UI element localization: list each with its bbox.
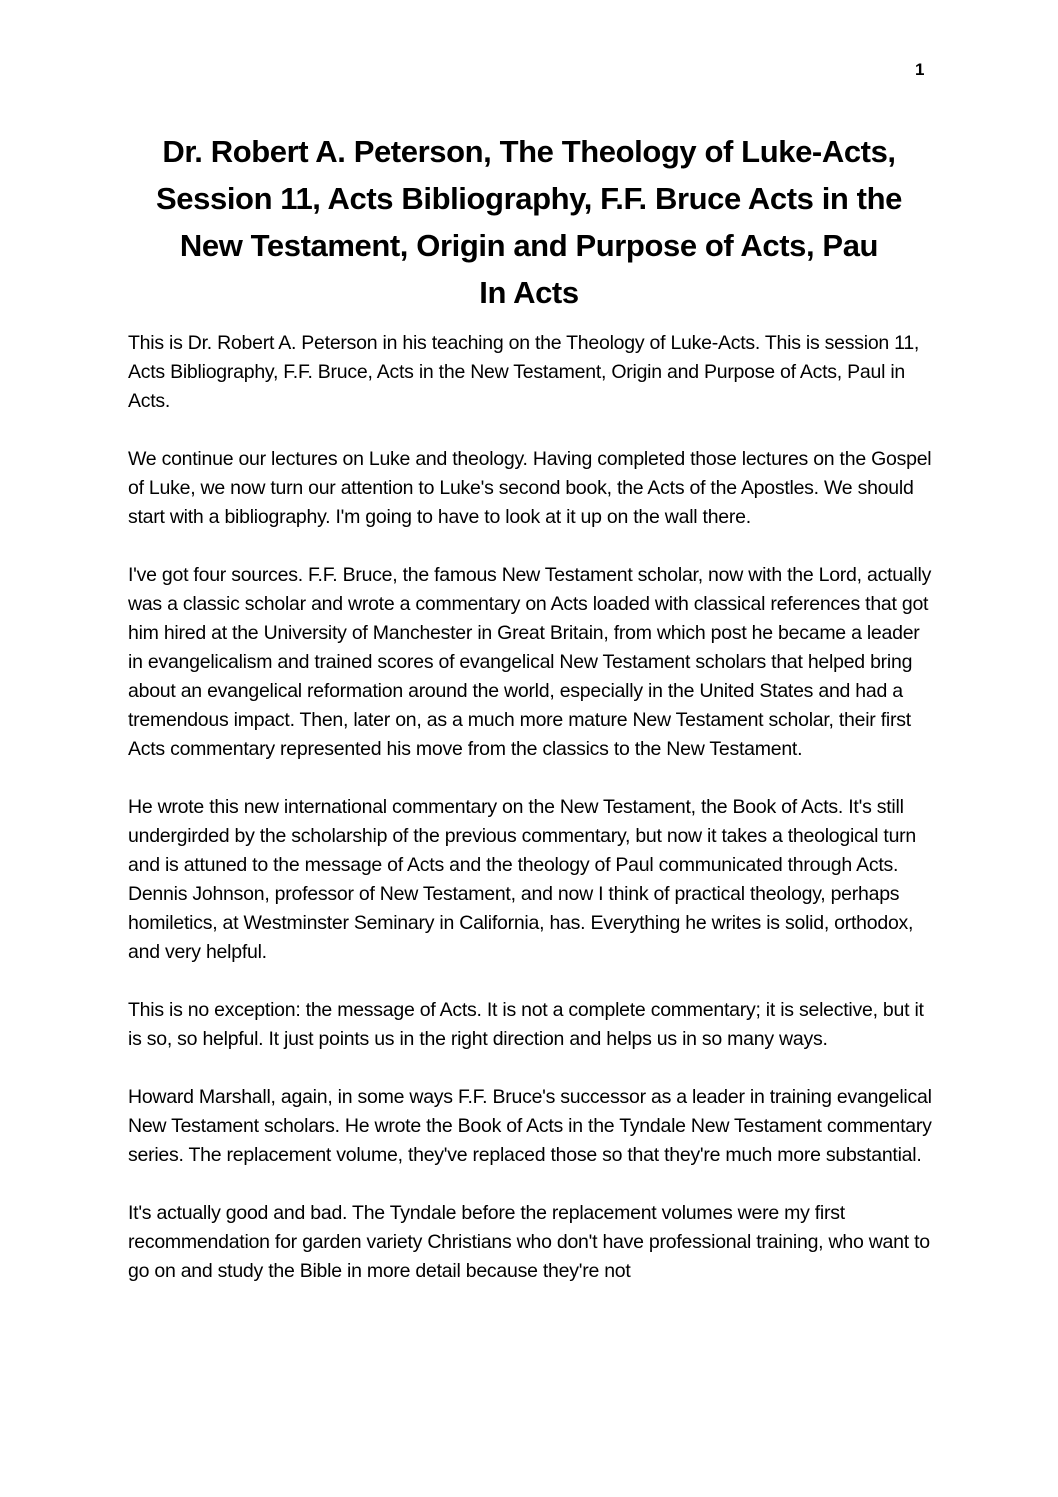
paragraph: This is Dr. Robert A. Peterson in his teaching on the Theology of Luke-Acts. This is session 11, Acts Bibliography, F.F. Bruce, Acts in the New Testament, Origin and Purpose of Acts, Paul in Acts. xyxy=(128,332,920,412)
document-title-line: In Acts xyxy=(479,275,579,310)
document-title-line: New Testament, Origin and Purpose of Acts, Pau xyxy=(179,228,879,263)
paragraph: I've got four sources. F.F. Bruce, the famous New Testament scholar, now with the Lord, actually was a classic scholar and wrote a commentary on Acts loaded with classical references that got him hired at the University of Manchester in Great Britain, from which post he became a leader in evangelicalism and trained scores of evangelical New Testament scholars that helped bring about an evangelical reformation around the world, especially in the United States and had a tremendous impact. Then, later on, as a much more mature New Testament scholar, their first Acts commentary represented his move from the classics to the New Testament. xyxy=(128,564,932,760)
paragraph: He wrote this new international commentary on the New Testament, the Book of Acts. It's still undergirded by the scholarship of the previous commentary, but now it takes a theological turn and is attuned to the message of Acts and the theology of Paul communicated through Acts. Dennis Johnson, professor of New Testament, and now I think of practical theology, perhaps homiletics, at Westminster Seminary in California, has. Everything he writes is solid, orthodox, and very helpful. xyxy=(128,796,917,963)
paragraph: It's actually good and bad. The Tyndale before the replacement volumes were my first recommendation for garden variety Christians who don't have professional training, who want to go on and study the Bible in more detail because they're not xyxy=(128,1202,930,1282)
document-title xyxy=(64,128,994,316)
paragraph: This is no exception: the message of Acts. It is not a complete commentary; it is selective, but it is so, so helpful. It just points us in the right direction and helps us in so many ways. xyxy=(128,999,924,1050)
document-title-line: Session 11, Acts Bibliography, F.F. Bruce Acts in the xyxy=(156,181,902,216)
paragraph: We continue our lectures on Luke and theology. Having completed those lectures on the Gospel of Luke, we now turn our attention to Luke's second book, the Acts of the Apostles. We should start with a bibliography. I'm going to have to look at it up on the wall there. xyxy=(128,448,932,528)
page-number: 1 xyxy=(915,60,925,79)
document-body xyxy=(128,329,934,1315)
document-title-line: Dr. Robert A. Peterson, The Theology of Luke-Acts, xyxy=(162,134,896,169)
paragraph: Howard Marshall, again, in some ways F.F. Bruce's successor as a leader in training evangelical New Testament scholars. He wrote the Book of Acts in the Tyndale New Testament commentary series. The replacement volume, they've replaced those so that they're much more substantial. xyxy=(128,1086,932,1166)
